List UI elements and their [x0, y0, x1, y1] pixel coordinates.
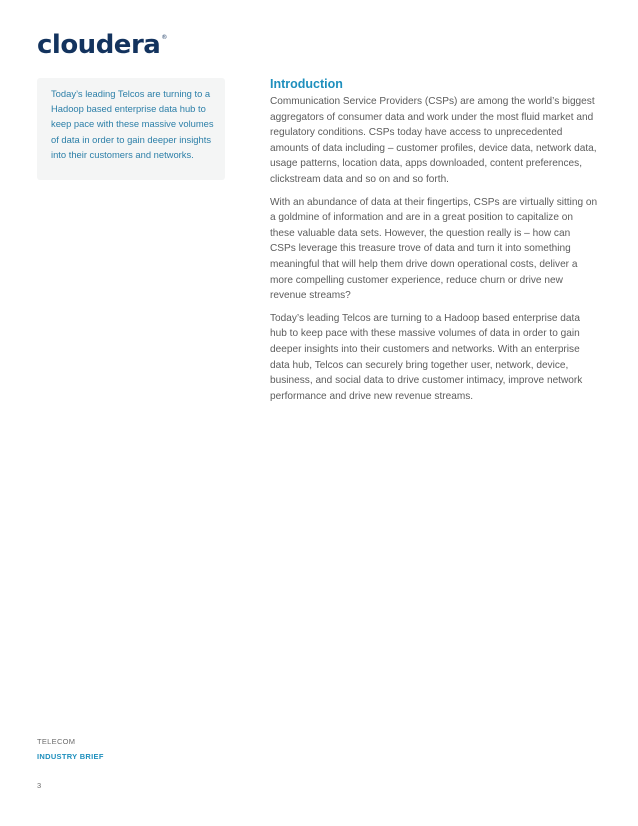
logo-text: cloudera — [37, 30, 161, 60]
paragraph-3: Today’s leading Telcos are turning to a Hadoop based enterprise data hub to keep pace with these massive volumes of data in order to gain deeper insights into their customers and networks. With an enterprise data hub, Telcos can securely bring together user, network, device, business, and social data to drive customer intimacy, improve network performance and drive new revenue streams. — [270, 312, 583, 402]
paragraph-2: With an abundance of data at their fingertips, CSPs are virtually sitting on a goldmine of information and are in a great position to capitalize on these valuable data sets. However, the question really is – how can CSPs leverage this treasure trove of data and turn it into something meaningful that will help them drive down operational costs, deliver a more compelling customer experience, reduce churn or drive new revenue streams? — [270, 196, 598, 302]
footer-doc-type: INDUSTRY BRIEF — [37, 752, 104, 761]
page-number: 3 — [37, 781, 42, 790]
cloudera-logo — [37, 32, 167, 58]
paragraph-1: Communication Service Providers (CSPs) are among the world’s biggest aggregators of consumer data and work under the most fluid market and regulatory conditions. CSPs today have access to unprecedented amounts of data including – customer profiles, device data, network data, usage patterns, location data, apps downloaded, content preferences, clickstream data and so on and so forth. — [270, 96, 597, 185]
footer-category: TELECOM — [37, 737, 76, 746]
pull-quote-text: Today’s leading Telcos are turning to a Hadoop based enterprise data hub to keep pace with these massive volumes of data in order to gain deeper insights into their customers and networks. — [51, 88, 214, 160]
registered-mark: ® — [161, 34, 167, 41]
main-content — [270, 76, 598, 411]
pull-quote-box — [37, 78, 225, 180]
section-heading: Introduction — [270, 77, 343, 91]
